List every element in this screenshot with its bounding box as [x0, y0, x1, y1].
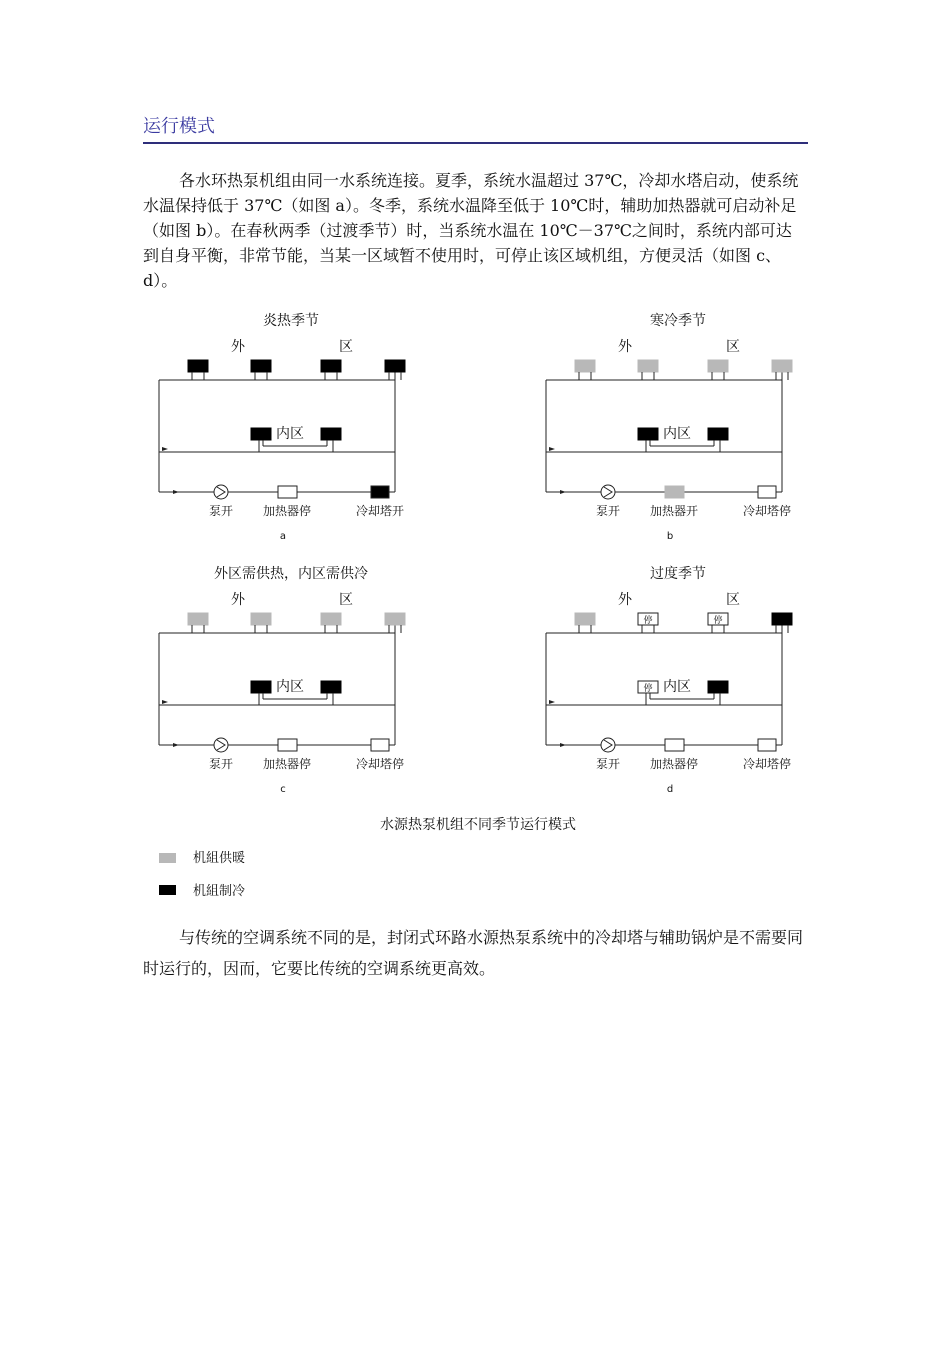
heater-label: 加热器开 — [649, 504, 699, 518]
heater-label: 加热器停 — [262, 757, 312, 771]
panel-letter: c — [280, 784, 286, 795]
legend-cool-swatch — [159, 885, 176, 895]
heater-label: 加热器停 — [649, 757, 699, 771]
outer-zone-label-left: 外 — [618, 592, 632, 608]
outer-zone-label-left: 外 — [618, 339, 632, 355]
pump-label: 泵开 — [208, 504, 234, 518]
outer-zone-label-right: 区 — [726, 339, 740, 355]
cooling-tower-label: 冷却塔停 — [355, 757, 405, 771]
outer-unit-3 — [321, 613, 341, 625]
flow-arrow — [549, 700, 555, 704]
cooling-tower-label: 冷却塔停 — [742, 504, 792, 518]
panel-title: 寒冷季节 — [650, 313, 706, 329]
section-title: 运行模式 — [143, 112, 808, 144]
outer-zone-label-right: 区 — [339, 592, 353, 608]
inner-unit-2 — [708, 681, 728, 693]
inner-unit-1 — [251, 428, 271, 440]
flow-arrow — [549, 447, 555, 451]
inner-unit-1-stop-mark: 停 — [643, 684, 653, 694]
outer-unit-2 — [638, 360, 658, 372]
inner-unit-2 — [708, 428, 728, 440]
outer-unit-3 — [708, 360, 728, 372]
panel-title: 过度季节 — [650, 566, 706, 582]
figure-caption: 水源热泵机组不同季节运行模式 — [380, 817, 576, 833]
heater-icon — [278, 486, 297, 498]
flow-arrow — [162, 700, 168, 704]
panel-title: 外区需供热，内区需供冷 — [214, 566, 368, 582]
legend-heat-label: 机組供暖 — [193, 851, 246, 866]
panel-letter: d — [666, 784, 674, 795]
outer-unit-3 — [321, 360, 341, 372]
pump-label: 泵开 — [595, 757, 621, 771]
legend-heat-swatch — [159, 853, 176, 863]
flow-arrow — [560, 743, 566, 747]
outer-zone-label-left: 外 — [231, 592, 245, 608]
pump-label: 泵开 — [208, 757, 234, 771]
inner-unit-1 — [251, 681, 271, 693]
legend — [159, 850, 245, 899]
inner-zone-label: 内区 — [663, 679, 691, 695]
cooling-tower-icon — [371, 739, 389, 751]
inner-unit-1 — [638, 428, 658, 440]
flow-arrow — [560, 490, 566, 494]
outer-unit-4 — [772, 613, 792, 625]
heater-icon — [665, 739, 684, 751]
inner-zone-label: 内区 — [276, 426, 304, 442]
outer-unit-3-stop-mark: 停 — [713, 616, 723, 626]
legend-cool-label: 机組制冷 — [193, 884, 246, 899]
outer-unit-2 — [251, 360, 271, 372]
outer-unit-4 — [772, 360, 792, 372]
panel-b — [546, 312, 792, 542]
panel-letter: a — [279, 531, 287, 542]
pump-label: 泵开 — [595, 504, 621, 518]
outer-unit-4 — [385, 613, 405, 625]
outer-unit-1 — [188, 613, 208, 625]
cooling-tower-icon — [758, 739, 776, 751]
outer-unit-1 — [188, 360, 208, 372]
outer-unit-2 — [251, 613, 271, 625]
cooling-tower-label: 冷却塔停 — [742, 757, 792, 771]
inner-unit-2 — [321, 428, 341, 440]
inner-zone-label: 内区 — [276, 679, 304, 695]
outer-unit-2-stop-mark: 停 — [643, 616, 653, 626]
outer-zone-label-right: 区 — [726, 592, 740, 608]
panel-a — [159, 312, 405, 542]
intro-paragraph: 各水环热泵机组由同一水系统连接。夏季，系统水温超过 37℃，冷却水塔启动，使系统水温保持低于 37℃（如图 a）。冬季，系统水温降至低于 10℃时，辅助加热器就可启动补足（如图 b）。在春秋两季（过渡季节）时，当系统水温在 10℃－37℃之间时，系统内部可达到自身平衡，非常节能，当某一区域暂不使用时，可停止该区域机组，方便灵活（如图 c、d）。 — [143, 171, 799, 290]
panel-d — [546, 565, 792, 795]
outer-unit-1 — [575, 613, 595, 625]
panel-letter: b — [666, 531, 674, 542]
outer-unit-1 — [575, 360, 595, 372]
heater-label: 加热器停 — [262, 504, 312, 518]
figure-panels — [159, 312, 792, 795]
heater-icon — [278, 739, 297, 751]
cooling-tower-label: 冷却塔开 — [355, 504, 405, 518]
outer-unit-4 — [385, 360, 405, 372]
inner-zone-label: 内区 — [663, 426, 691, 442]
closing-paragraph: 与传统的空调系统不同的是，封闭式环路水源热泵系统中的冷却塔与辅助锅炉是不需要同时运行的，因而，它要比传统的空调系统更高效。 — [143, 928, 804, 978]
flow-arrow — [173, 743, 179, 747]
outer-zone-label-right: 区 — [339, 339, 353, 355]
cooling-tower-icon — [371, 486, 389, 498]
panel-title: 炎热季节 — [263, 313, 319, 329]
heater-icon — [665, 486, 684, 498]
outer-zone-label-left: 外 — [231, 339, 245, 355]
cooling-tower-icon — [758, 486, 776, 498]
flow-arrow — [162, 447, 168, 451]
flow-arrow — [173, 490, 179, 494]
panel-c — [159, 565, 405, 795]
inner-unit-2 — [321, 681, 341, 693]
